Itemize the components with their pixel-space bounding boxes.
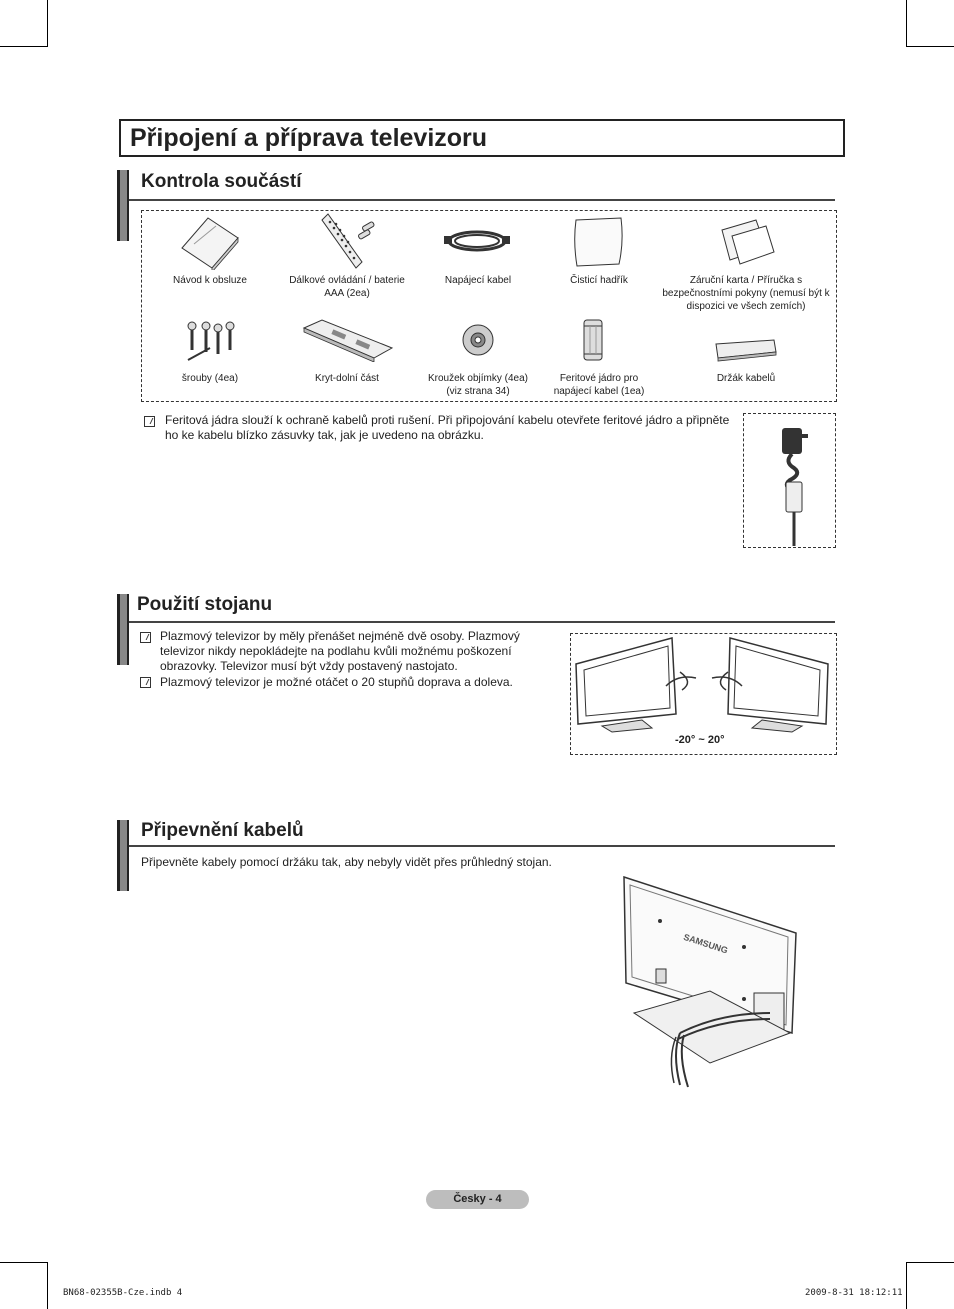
tv-back-illustration xyxy=(620,873,800,1089)
page-title: Připojení a příprava televizoru xyxy=(119,119,845,157)
component-label: Čisticí hadřík xyxy=(570,275,628,286)
section-marker xyxy=(117,820,129,891)
holder-ring-icon xyxy=(458,322,498,358)
power-cable-icon xyxy=(442,226,512,256)
ferrite-note: Feritová jádra slouží k ochraně kabelů proti rušení. Při připojování kabelu otevřete feritové jádro a připněte ho ke kabelu blízko zásuvky tak, jak je uvedeno na obrázku. xyxy=(165,413,730,442)
component-label: Kryt-dolní část xyxy=(315,373,379,384)
crop-mark xyxy=(906,0,907,47)
component-label: Návod k obsluze xyxy=(173,275,247,286)
rotation-range-label: -20° ~ 20° xyxy=(675,734,725,746)
crop-mark xyxy=(47,0,48,47)
crop-mark xyxy=(907,46,954,47)
crop-mark xyxy=(0,46,47,47)
screws-icon xyxy=(182,320,242,366)
component-label: Kroužek objímky (4ea) (viz strana 34) xyxy=(427,373,529,397)
cleaning-cloth-icon xyxy=(571,216,627,268)
section-title-cables: Připevnění kabelů xyxy=(141,820,304,841)
cable-holder-icon xyxy=(712,338,780,362)
print-file-info: BN68-02355B-Cze.indb 4 xyxy=(63,1288,183,1298)
note-icon xyxy=(140,632,151,643)
stand-note-1: Plazmový televizor by měly přenášet nejméně dvě osoby. Plazmový televizor nikdy nepokládejte na podlahu kvůli možnému poškození obrazovky. Televizor musí být vždy postavený nastojato. xyxy=(160,629,520,673)
note-icon xyxy=(144,416,155,427)
crop-mark xyxy=(907,1262,954,1263)
stand-note-2: Plazmový televizor je možné otáčet o 20 stupňů doprava a doleva. xyxy=(160,675,513,689)
ferrite-plug-illustration xyxy=(760,420,820,546)
crop-mark xyxy=(47,1262,48,1309)
crop-mark xyxy=(906,1262,907,1309)
manual-icon xyxy=(178,214,242,270)
section-title-components: Kontrola součástí xyxy=(141,171,302,192)
section-marker xyxy=(117,594,129,665)
ferrite-core-icon xyxy=(580,318,606,362)
component-label: Držák kabelů xyxy=(716,373,776,384)
section-rule xyxy=(129,199,835,201)
crop-mark xyxy=(0,1262,47,1263)
component-label: Feritové jádro pro napájecí kabel (1ea) xyxy=(553,373,645,397)
section-title-stand: Použití stojanu xyxy=(137,594,273,615)
brand-logo: SAMSUNG xyxy=(682,931,730,956)
bottom-cover-icon xyxy=(302,318,394,362)
section-rule xyxy=(129,845,835,847)
component-label: Záruční karta / Příručka s bezpečnostními pokyny (nemusí být k dispozici ve všech zemích) xyxy=(662,275,830,312)
tv-rotation-illustration xyxy=(572,634,835,734)
component-label: Napájecí kabel xyxy=(444,275,512,286)
print-date-info: 2009-8-31 18:12:11 xyxy=(805,1288,903,1298)
section-marker xyxy=(117,170,129,241)
component-label: Dálkové ovládání / baterie AAA (2ea) xyxy=(289,275,405,299)
cables-instruction: Připevněte kabely pomocí držáku tak, aby nebyly vidět přes průhledný stojan. xyxy=(141,855,552,869)
page-number-badge: Česky - 4 xyxy=(426,1190,529,1209)
note-icon xyxy=(140,677,151,688)
component-label: šrouby (4ea) xyxy=(181,373,239,384)
warranty-card-icon xyxy=(718,218,776,266)
section-rule xyxy=(129,621,835,623)
remote-control-icon xyxy=(316,212,382,272)
